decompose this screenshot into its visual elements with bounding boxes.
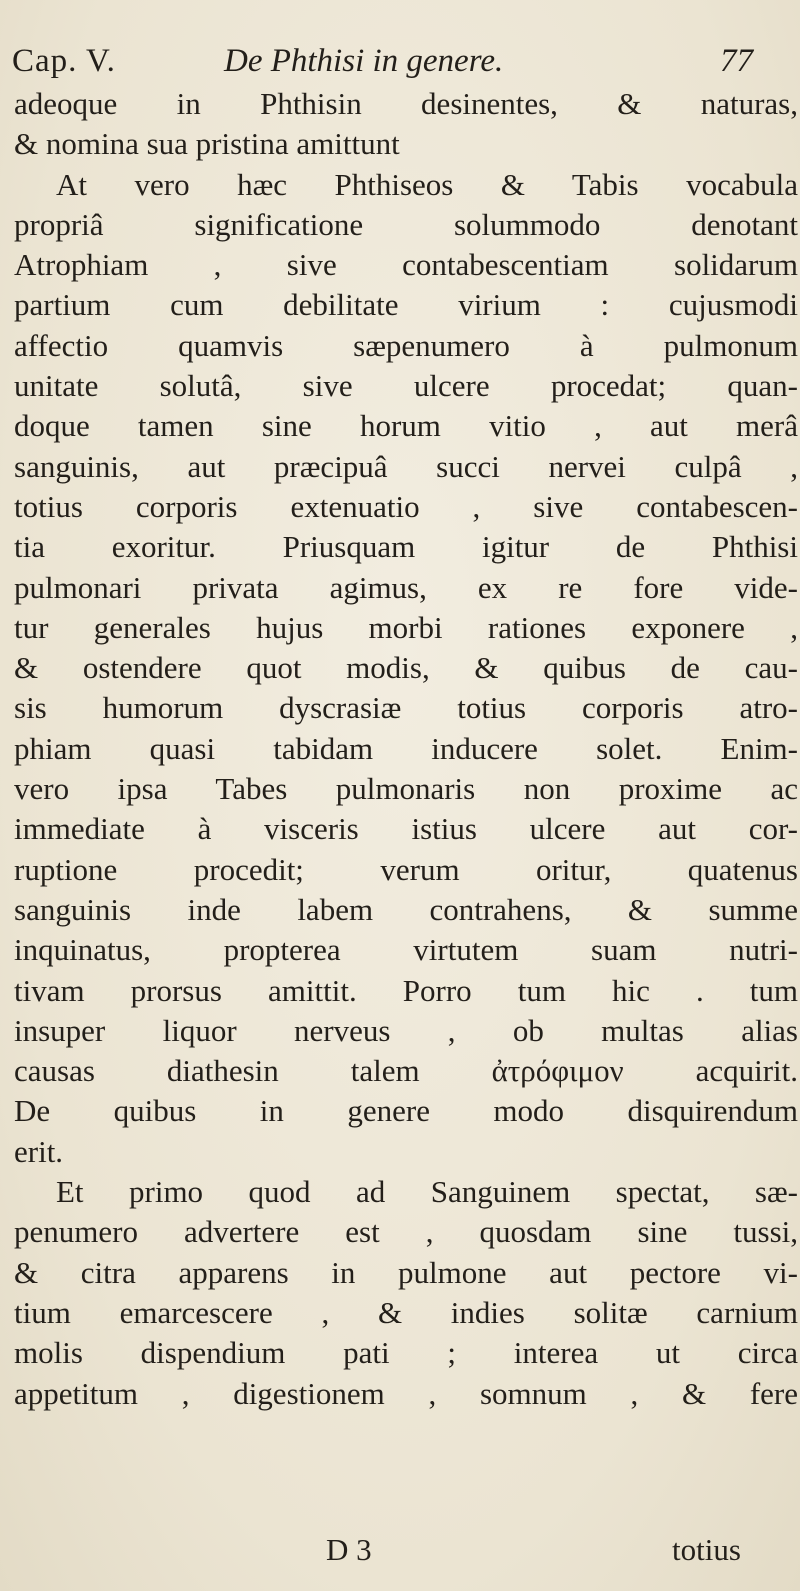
text-line: & ostendere quot modis, & quibus de cau- <box>14 650 798 686</box>
catchword: totius <box>672 1532 741 1567</box>
text-line: adeoque in Phthisin desinentes, & naturas, <box>14 86 798 121</box>
text-line: De quibus in genere modo disquirendum <box>14 1093 798 1129</box>
text-line: tium emarcescere , & indies solitæ carnium <box>14 1294 798 1330</box>
text-line: molis dispendium pati ; interea ut circa <box>14 1335 798 1371</box>
page-number: 77 <box>720 43 753 79</box>
text-line: affectio quamvis sæpenumero à pulmonum <box>14 327 798 363</box>
text-line: sanguinis inde labem contrahens, & summe <box>14 891 798 927</box>
text-line: unitate solutâ, sive ulcere procedat; quan- <box>14 368 798 404</box>
text-line: partium cum debilitate virium : cujusmodi <box>14 287 798 323</box>
text-line: tur generales hujus morbi rationes exponere , <box>14 609 798 645</box>
text-line: ruptione procedit; verum oritur, quatenus <box>14 851 798 887</box>
paragraph-first-line: Et primo quod ad Sanguinem spectat, sæ- <box>56 1174 798 1210</box>
chapter-label: Cap. V. <box>12 43 116 79</box>
text-line: causas diathesin talem ἀτρόφιμον acquirit. <box>14 1053 798 1089</box>
text-line: propriâ significatione solummodo denotant <box>14 206 798 242</box>
text-line: Atrophiam , sive contabescentiam solidarum <box>14 247 798 283</box>
text-line: doque tamen sine horum vitio , aut merâ <box>14 408 798 444</box>
text-line: phiam quasi tabidam inducere solet. Enim- <box>14 730 798 766</box>
page-footer <box>14 1530 794 1570</box>
text-line: & citra apparens in pulmone aut pectore vi- <box>14 1254 798 1290</box>
text-line: inquinatus, propterea virtutem suam nutri- <box>14 932 798 968</box>
text-line: tia exoritur. Priusquam igitur de Phthisi <box>14 529 798 565</box>
text-line: sanguinis, aut præcipuâ succi nervei culpâ , <box>14 448 798 484</box>
body-text <box>14 84 798 1414</box>
text-line: tivam prorsus amittit. Porro tum hic . tum <box>14 972 798 1008</box>
text-line: erit. <box>14 1133 64 1169</box>
text-line: penumero advertere est , quosdam sine tussi, <box>14 1214 798 1250</box>
running-title: De Phthisi in genere. <box>224 43 504 79</box>
text-line: vero ipsa Tabes pulmonaris non proxime ac <box>14 771 798 807</box>
text-line: appetitum , digestionem , somnum , & fere <box>14 1375 798 1411</box>
text-line: immediate à visceris istius ulcere aut cor- <box>14 811 798 847</box>
running-head <box>12 38 792 84</box>
text-line: pulmonari privata agimus, ex re fore vide- <box>14 569 798 605</box>
text-line: sis humorum dyscrasiæ totius corporis atro- <box>14 690 798 726</box>
paragraph-first-line: At vero hæc Phthiseos & Tabis vocabula <box>56 166 798 202</box>
text-line: insuper liquor nerveus , ob multas alias <box>14 1012 798 1048</box>
text-line: & nomina sua pristina amittunt <box>14 126 400 162</box>
text-line: totius corporis extenuatio , sive contabescen- <box>14 488 798 524</box>
signature-mark: D 3 <box>326 1532 372 1567</box>
